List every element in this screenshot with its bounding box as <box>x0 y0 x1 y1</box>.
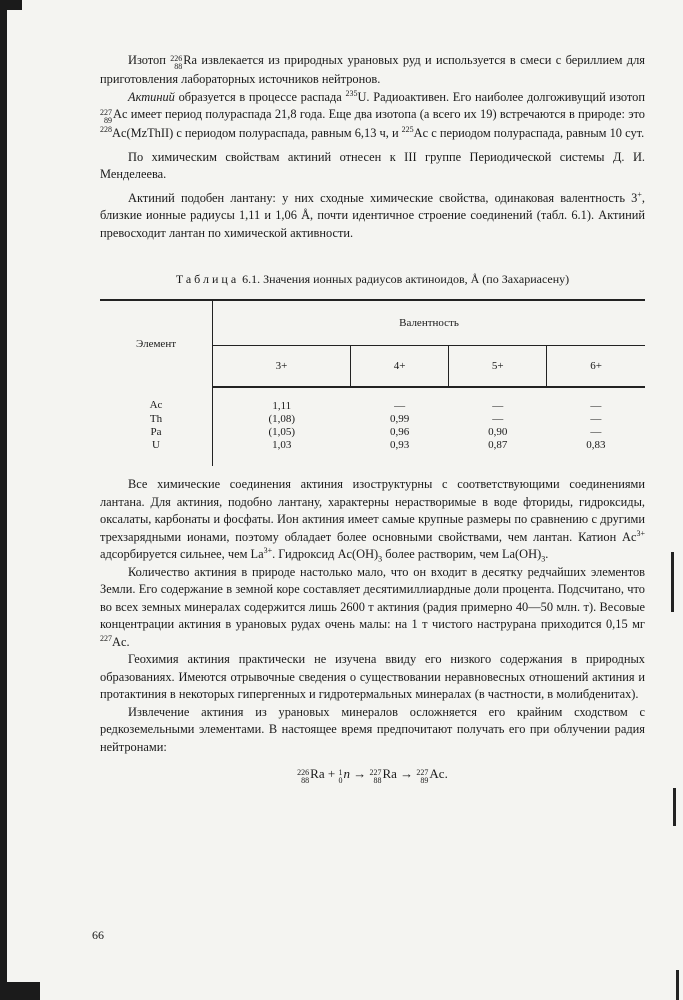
table-row <box>100 413 645 426</box>
cell-value: — <box>590 400 602 412</box>
paragraph-radium <box>100 52 645 89</box>
cell-value: (1,05) <box>268 426 296 438</box>
paragraph-actinium-origin: Актиний образуется в процессе распада $^{235}$U. Радиоактивен. Его наиболее долгоживущий изотоп 227 89 Ac имеет период полураспада 21,8 года. Еще два изотопа (а всего их 19) встречаются в природе: это $^{228}$Ac(MzThII) с периодом полураспада, равным 6,13 ч, и $^{225}$Ac с периодом полураспада, равным 10 сут. <box>100 88 645 140</box>
term-italic: Актиний <box>128 89 175 104</box>
column-header-valence: Валентность <box>213 300 646 346</box>
column-header-element: Элемент <box>100 300 213 387</box>
cell-value: 0,83 <box>586 439 606 451</box>
scan-edge-top <box>0 0 22 10</box>
table-caption: Таблица 6.1. Значения ионных радиусов актиноидов, Å (по Захариасену) <box>175 272 570 286</box>
nuclear-reaction-equation: 226 88 Ra + 1 0 n → 227 88 Ra → 227 89 Ac. <box>297 766 448 785</box>
text: Ra извлекается из природных урановых руд и используется в смеси с бериллием для приготовления лабораторных источников нейтронов. <box>100 53 645 86</box>
cell-value: — <box>394 400 406 412</box>
nuclide-notation: 227 89 <box>100 108 112 125</box>
cell-element: Pa <box>100 426 213 439</box>
scan-edge-bottom <box>0 982 40 1000</box>
scan-mark <box>673 788 676 826</box>
cell-value: 0,87 <box>488 439 508 451</box>
cell-value: 1,03 <box>272 439 292 451</box>
column-header-valence-5: 5+ <box>449 346 547 388</box>
cell-value: 0,93 <box>389 439 410 451</box>
paragraph-group: По химическим свойствам актиний отнесен к III группе Периодической системы Д. И. Менделеева. <box>100 149 645 181</box>
page-number: 66 <box>92 928 104 942</box>
ionic-radii-table <box>100 299 645 466</box>
cell-value: (1,08) <box>268 413 296 425</box>
cell-element: U <box>100 439 213 466</box>
text: Изотоп <box>128 53 166 67</box>
paragraph-lanthanum: Актиний подобен лантану: у них сходные химические свойства, одинаковая валентность 3+, близкие ионные радиусы 1,11 и 1,06 Å, почти идентичное строение соединений (табл. 6.1). Актиний превосходит лантан по химической активности. <box>100 189 645 240</box>
table-row <box>100 387 645 413</box>
table-row <box>100 426 645 439</box>
cell-element: Th <box>100 413 213 426</box>
paragraph-compounds: Все химические соединения актиния изоструктурны с соответствующими соединениями лантана. Для актиния, подобно лантану, характерны нерастворимые в воде фториды, гидроксиды, оксалаты, карбонаты и фосфаты. Ион актиния имеет самые крупные размеры по сравнению с другими трехзарядными ионами, поэтому обладает более основными свойствами, чем лантан. Катион $Ac^{3+}$ адсорбируется сильнее, чем $La^{3+}$. Гидроксид $Ac(OH)_3$ более растворим, чем $La(OH)_3$. <box>100 477 645 564</box>
scan-edge-left <box>0 0 7 1000</box>
cell-value: 0,90 <box>488 426 508 438</box>
cell-value: — <box>492 400 504 412</box>
column-header-valence-6: 6+ <box>547 346 645 388</box>
cell-element: Ac <box>100 387 213 413</box>
table-row <box>100 439 645 466</box>
cell-value: — <box>492 413 504 425</box>
paragraph-abundance: Количество актиния в природе настолько мало, что он входит в десятку редчайших элементов Земли. Его содержание в земной коре составляет десятимиллиардные доли процента. Подсчитано, что во всех земных минералах содержится лишь 2600 т актиния (радия примерно 40—50 млн. т). Весовые концентрации актиния в урановых рудах очень малы: на 1 т чистого наструрана приходится 0,15 мг $^{227}$Ac. <box>100 564 645 649</box>
scan-mark <box>676 970 679 1000</box>
column-header-valence-3: 3+ <box>213 346 351 388</box>
cell-value: 1,11 <box>272 400 292 412</box>
column-header-valence-4: 4+ <box>351 346 449 388</box>
cell-value: — <box>590 413 602 425</box>
paragraph-extraction: Извлечение актиния из урановых минералов осложняется его крайним сходством с редкоземельными элементами. В настоящее время предпочитают получать его при облучении радия нейтронами: <box>100 704 645 754</box>
cell-value: 0,96 <box>389 426 410 438</box>
page-body <box>100 52 645 785</box>
paragraph-geochemistry: Геохимия актиния практически не изучена ввиду его низкого содержания в природных образованиях. Имеются отрывочные сведения о существовании неравновесных отношений актиния и протактиния в некоторых гипергенных и гидротермальных минералах (в частности, в молибденитах). <box>100 652 645 701</box>
cell-value: 0,99 <box>389 413 410 425</box>
cell-value: — <box>590 426 602 438</box>
nuclide-notation: 226 88 <box>170 54 183 71</box>
scan-mark <box>671 552 674 612</box>
